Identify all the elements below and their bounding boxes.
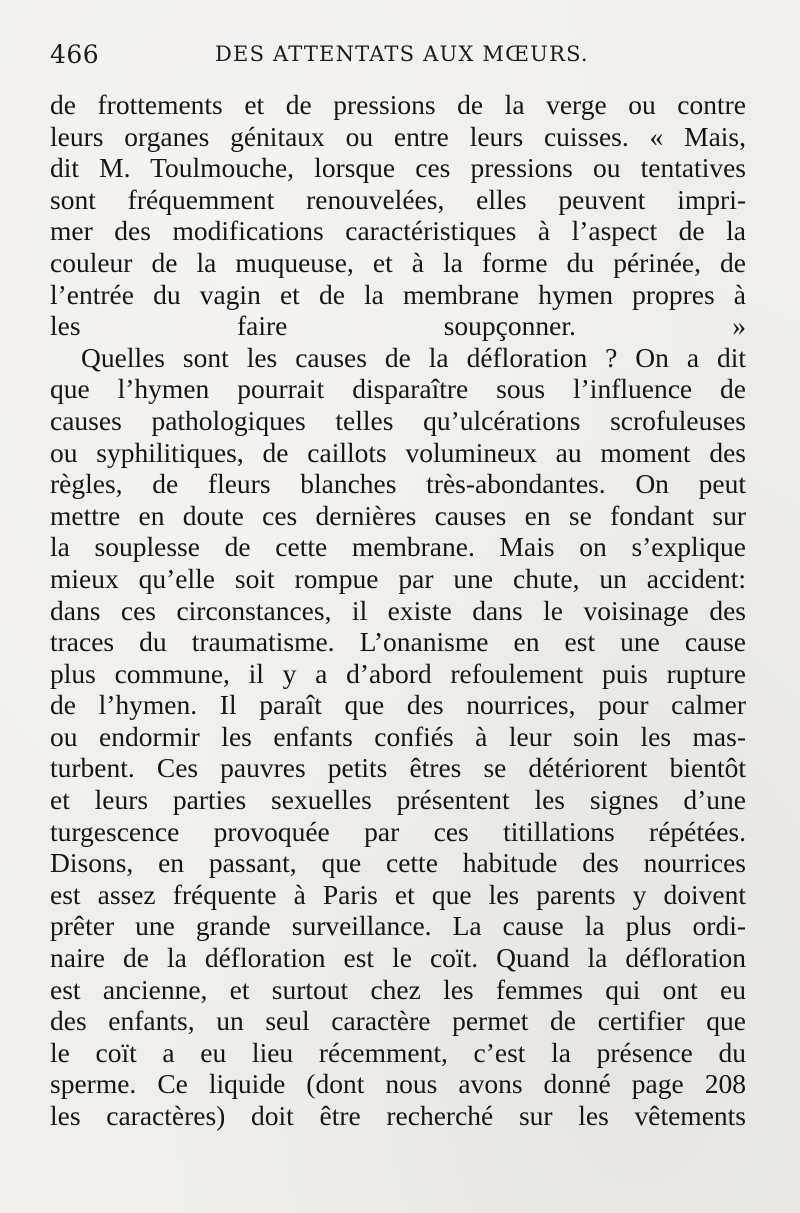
text-line: dans ces circonstances, il existe dans le voisinage des (50, 594, 746, 626)
text-line: les caractères) doit être recherché sur les vêtements (50, 1100, 746, 1131)
text-line: naire de la défloration est le coït. Quand la défloration (50, 942, 746, 974)
text-line: le coït a eu lieu récemment, c’est la présence du (50, 1036, 746, 1068)
text-line: plus commune, il y a d’abord refoulement puis rupture (50, 657, 746, 689)
text-line: de frottements et de pressions de la verge ou contre (50, 89, 746, 120)
text-line: ou endormir les enfants confiés à leur soin les mas- (50, 720, 746, 752)
text-line: est assez fréquente à Paris et que les parents y doivent (50, 878, 746, 910)
text-line: ou syphilitiques, de caillots volumineux au moment des (50, 436, 746, 468)
text-line: Quelles sont les causes de la défloration ? On a dit (81, 341, 746, 373)
text-line: des enfants, un seul caractère permet de certifier que (50, 1005, 746, 1037)
text-line: prêter une grande surveillance. La cause la plus ordi- (50, 910, 746, 942)
running-title: DES ATTENTATS AUX MŒURS. (215, 42, 589, 66)
text-line: de l’hymen. Il paraît que des nourrices, pour calmer (50, 689, 746, 721)
text-line: la souplesse de cette membrane. Mais on s’explique (50, 531, 746, 563)
text-line: est ancienne, et surtout chez les femmes qui ont eu (50, 973, 746, 1005)
text-line: turbent. Ces pauvres petits êtres se détériorent bientôt (50, 752, 746, 784)
text-line: causes pathologiques telles qu’ulcérations scrofuleuses (50, 404, 746, 436)
text-line: traces du traumatisme. L’onanisme en est une cause (50, 626, 746, 658)
text-line: que l’hymen pourrait disparaître sous l’influence de (50, 373, 746, 405)
text-line: mettre en doute ces dernières causes en se fondant sur (50, 499, 746, 531)
text-line: sperme. Ce liquide (dont nous avons donné page 208 (50, 1068, 746, 1100)
text-line: l’entrée du vagin et de la membrane hymen propres à (50, 278, 746, 310)
text-line: les faire soupçonner. » (50, 310, 746, 342)
text-line: dit M. Toulmouche, lorsque ces pressions ou tentatives (50, 152, 746, 184)
text-line: leurs organes génitaux ou entre leurs cuisses. « Mais, (50, 120, 746, 152)
text-line: Disons, en passant, que cette habitude des nourrices (50, 847, 746, 879)
text-line: mer des modifications caractéristiques à l’aspect de la (50, 215, 746, 247)
text-line: couleur de la muqueuse, et à la forme du périnée, de (50, 246, 746, 278)
text-line: règles, de fleurs blanches très-abondantes. On peut (50, 468, 746, 500)
text-line: sont fréquemment renouvelées, elles peuvent impri- (50, 183, 746, 215)
page-number: 466 (50, 40, 100, 69)
body-text (50, 89, 746, 1132)
text-line: turgescence provoquée par ces titillations répétées. (50, 815, 746, 847)
text-line: mieux qu’elle soit rompue par une chute, un accident: (50, 562, 746, 594)
text-line: et leurs parties sexuelles présentent les signes d’une (50, 784, 746, 816)
page-header (50, 40, 740, 80)
